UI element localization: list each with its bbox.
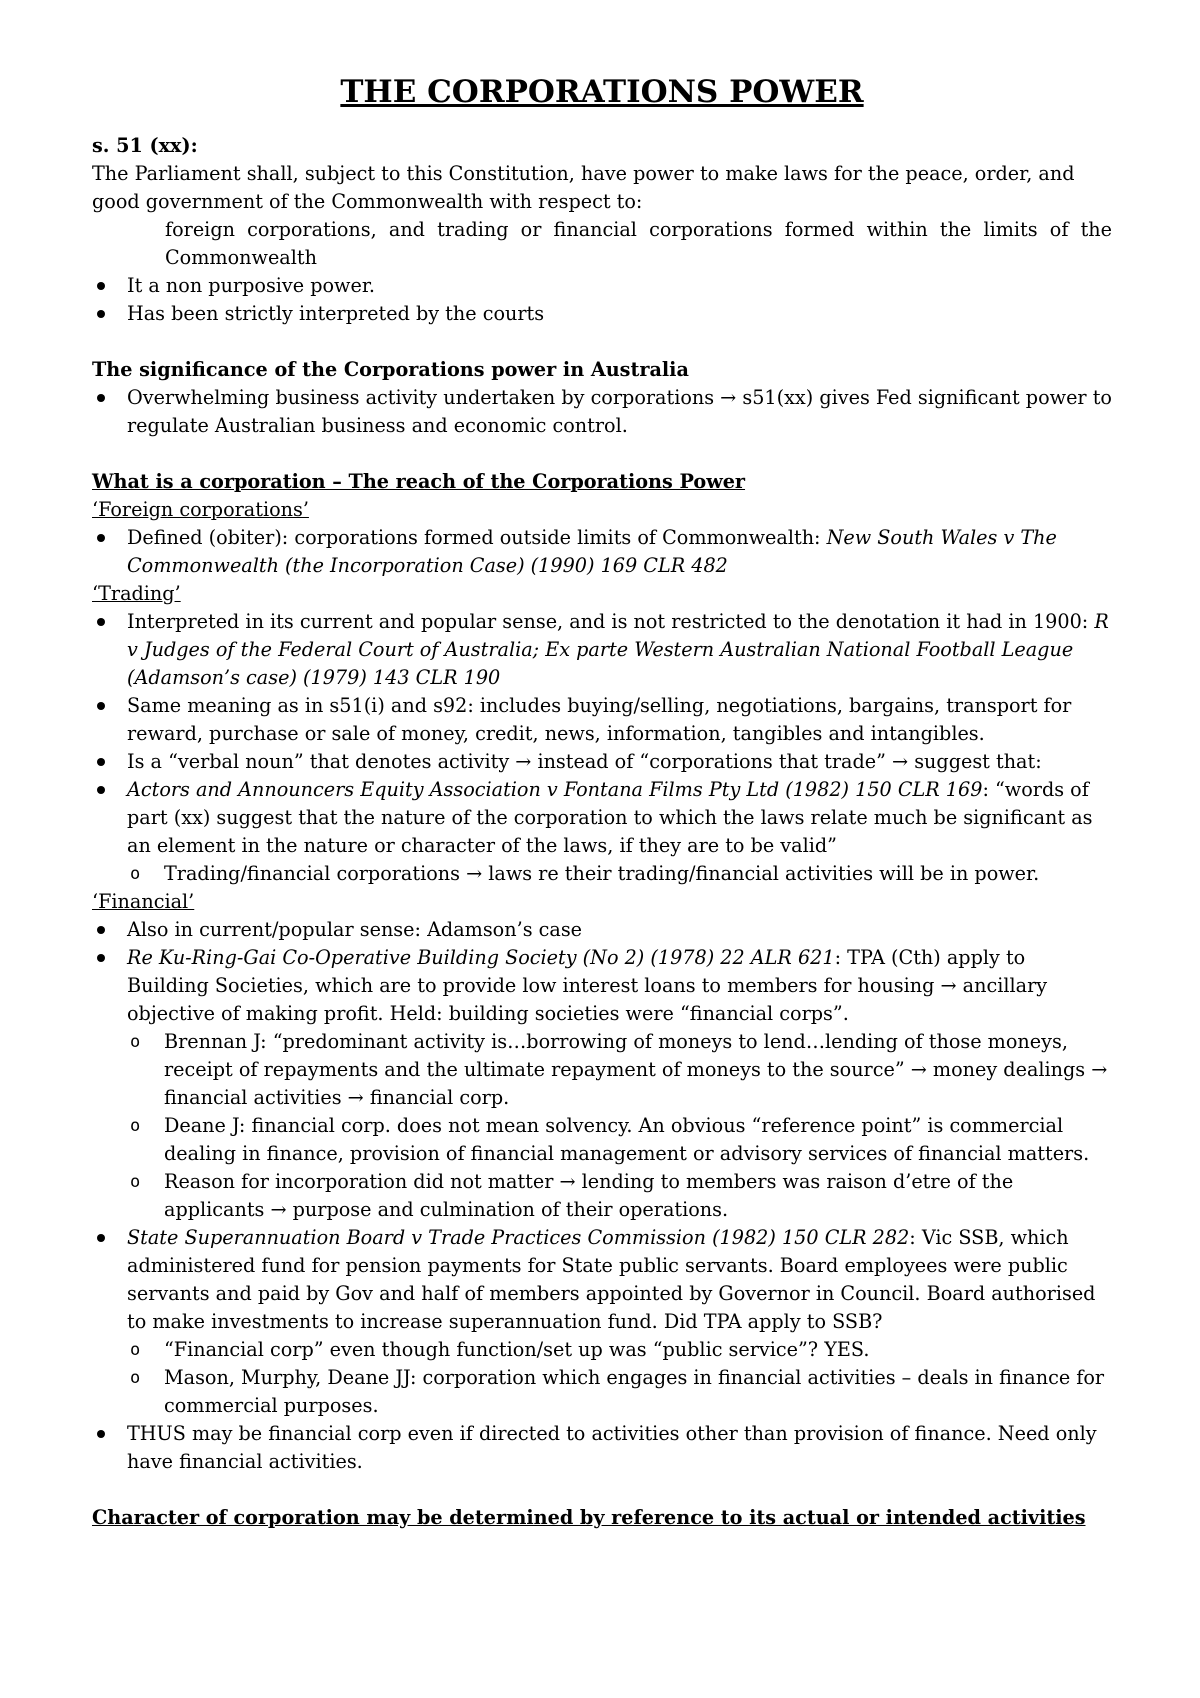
trading-bullets <box>92 608 1112 888</box>
s51-heading: s. 51 (xx): <box>92 134 198 157</box>
trading-b1-text: Interpreted in its current and popular sense, and is not restricted to the denotation it had in 1900: <box>127 610 1095 633</box>
list-item: Has been strictly interpreted by the courts <box>92 300 1112 328</box>
list-item: It a non purposive power. <box>92 272 1112 300</box>
s51-quote: foreign corporations, and trading or financial corporations formed within the limits of the Commonwealth <box>165 218 1112 269</box>
list-item: Overwhelming business activity undertaken by corporations → s51(xx) gives Fed significant power to regulate Australian business and economic control. <box>92 384 1112 440</box>
foreign-b1-text: Defined (obiter): corporations formed outside limits of Commonwealth: <box>127 526 827 549</box>
list-item <box>92 608 1112 692</box>
foreign-bullets <box>92 524 1112 580</box>
s51-bullets <box>92 272 1112 328</box>
financial-bullets <box>92 916 1112 1476</box>
list-item: Also in current/popular sense: Adamson’s case <box>92 916 1112 944</box>
list-item <box>92 524 1112 580</box>
list-item <box>92 1224 1112 1420</box>
trading-label: ‘Trading’ <box>92 582 181 605</box>
sub-list-item: o Trading/financial corporations → laws re their trading/financial activities will be in power. <box>129 860 1112 888</box>
s51-intro: The Parliament shall, subject to this Constitution, have power to make laws for the peace, order, and good government of the Commonwealth with respect to: <box>92 162 1075 213</box>
list-item <box>92 776 1112 888</box>
sub-list <box>92 1336 1112 1420</box>
list-item <box>92 944 1112 1224</box>
significance-heading: The significance of the Corporations power in Australia <box>92 358 689 381</box>
reach-heading: What is a corporation – The reach of the Corporations Power <box>92 470 746 493</box>
case-citation: Re Ku-Ring-Gai Co-Operative Building Society (No 2) (1978) 22 ALR 621 <box>127 946 835 969</box>
significance-bullets <box>92 384 1112 440</box>
case-citation: New South Wales v The Commonwealth (the Incorporation Case) (1990) 169 CLR 482 <box>127 526 1057 577</box>
page-title: THE CORPORATIONS POWER <box>340 74 864 110</box>
sub-list-item: o Reason for incorporation did not matter → lending to members was raison d’etre of the applicants → purpose and culmination of their operations. <box>129 1168 1112 1224</box>
financial-b3-text: : Vic SSB, which administered fund for pension payments for State public servants. Board employees were public servants and paid by Gov and half of members appointed by Governor in Council. Board authorised to make investments to increase superannuation fund. Did TPA apply to SSB? <box>127 1226 1096 1333</box>
sub-list-item: o Deane J: financial corp. does not mean solvency. An obvious “reference point” is commercial dealing in finance, provision of financial management or advisory services of financial matters. <box>129 1112 1112 1168</box>
foreign-label: ‘Foreign corporations’ <box>92 498 309 521</box>
case-citation: State Superannuation Board v Trade Practices Commission (1982) 150 CLR 282 <box>127 1226 910 1249</box>
financial-label: ‘Financial’ <box>92 890 195 913</box>
trading-b4-text: : “words of part (xx) suggest that the nature of the corporation to which the laws relate much be significant as an element in the nature or character of the laws, if they are to be valid” <box>127 778 1093 857</box>
sub-list-item: o Brennan J: “predominant activity is…borrowing of moneys to lend…lending of those moneys, receipt of repayments and the ultimate repayment of moneys to the source” → money dealings → financial activities → financial corp. <box>129 1028 1112 1112</box>
list-item: Is a “verbal noun” that denotes activity → instead of “corporations that trade” → suggest that: <box>92 748 1112 776</box>
case-citation: Actors and Announcers Equity Association v Fontana Films Pty Ltd (1982) 150 CLR 169 <box>127 778 983 801</box>
list-item: THUS may be financial corp even if directed to activities other than provision of finance. Need only have financial activities. <box>92 1420 1112 1476</box>
sub-list <box>92 860 1112 888</box>
sub-list-item: o “Financial corp” even though function/set up was “public service”? YES. <box>129 1336 1112 1364</box>
financial-b2-text: : TPA (Cth) apply to Building Societies, which are to provide low interest loans to members for housing → ancillary objective of making profit. Held: building societies were “financial corps”. <box>127 946 1048 1025</box>
character-heading: Character of corporation may be determined by reference to its actual or intended activities <box>92 1506 1086 1529</box>
list-item: Same meaning as in s51(i) and s92: includes buying/selling, negotiations, bargains, transport for reward, purchase or sale of money, credit, news, information, tangibles and intangibles. <box>92 692 1112 748</box>
sub-list-item: o Mason, Murphy, Deane JJ: corporation which engages in financial activities – deals in finance for commercial purposes. <box>129 1364 1112 1420</box>
sub-list <box>92 1028 1112 1224</box>
case-citation: R v Judges of the Federal Court of Australia; Ex parte Western Australian National Football League (Adamson’s case) (1979) 143 CLR 190 <box>127 610 1109 689</box>
